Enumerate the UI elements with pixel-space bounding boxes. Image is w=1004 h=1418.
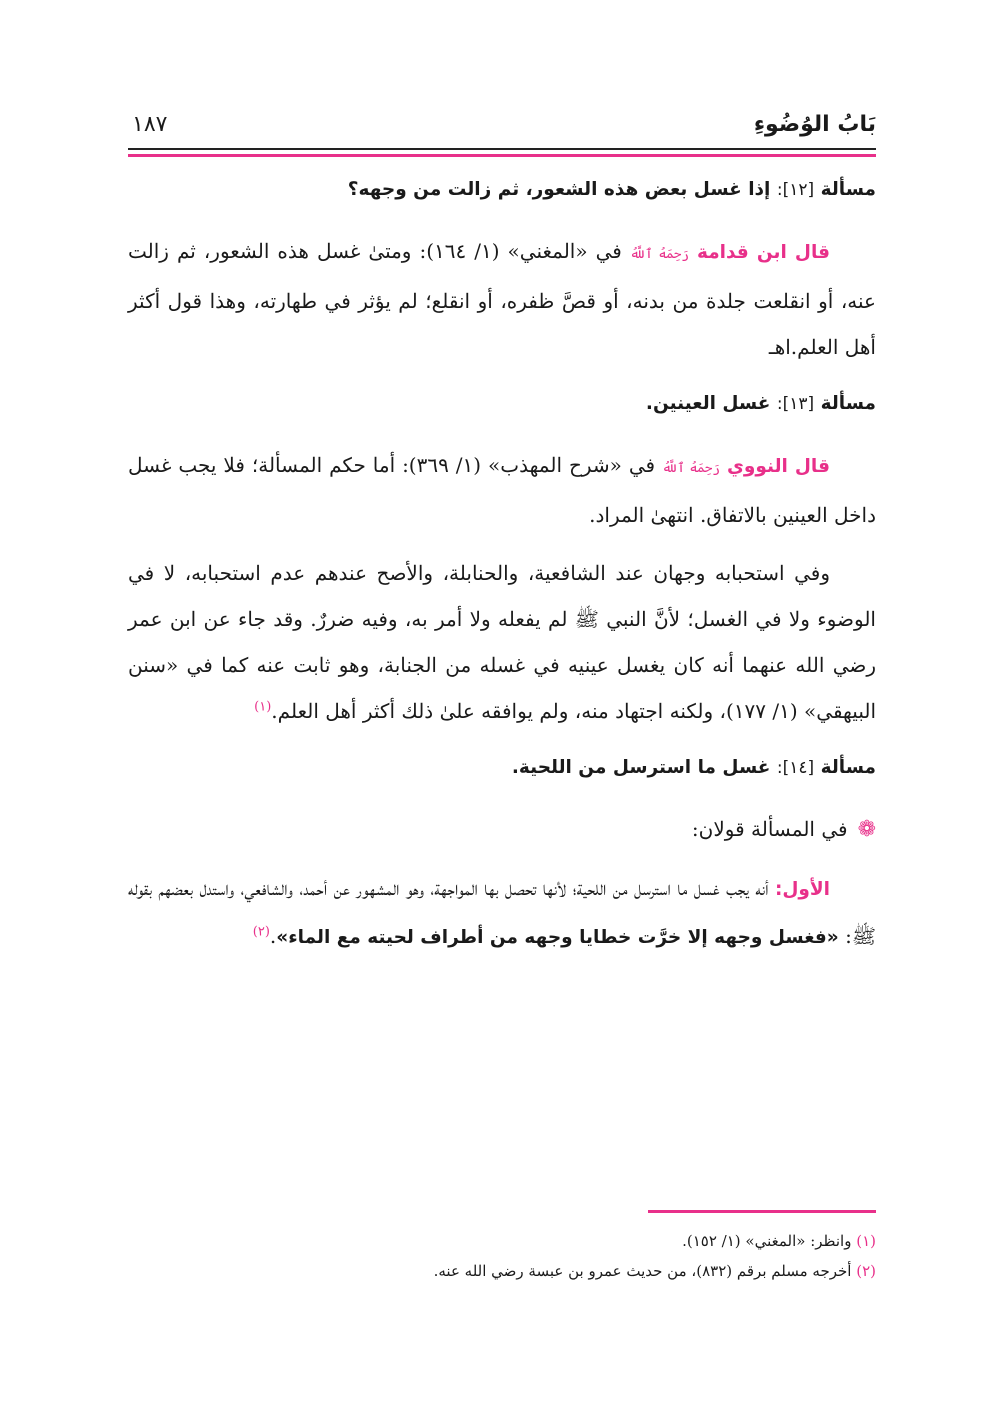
issue-title: غسل العينين.	[645, 393, 771, 414]
footnote-1	[128, 1226, 876, 1256]
footnote-ref-1[interactable]: (١)	[254, 699, 272, 715]
lead-label: الأول:	[774, 879, 831, 900]
speaker: قال ابن قدامة	[696, 242, 831, 263]
footnote-text: وانظر: «المغني» (١/ ١٥٢).	[682, 1232, 852, 1250]
footnote-2	[128, 1256, 876, 1286]
issue-heading-12	[128, 168, 876, 212]
issue-title: إذا غسل بعض هذه الشعور، ثم زالت من وجهه؟	[347, 179, 771, 200]
issue-number: [١٣]:	[776, 394, 815, 414]
paragraph-istihbab	[128, 550, 876, 734]
paragraph-text: أنه يجب غسل ما استرسل من اللحية؛ لأنها تحصل بها المواجهة، وهو المشهور عن أحمد، والشافعي، واستدل بعضهم بقوله ﷺ:	[128, 876, 876, 948]
footnote-number: (١)	[856, 1232, 876, 1250]
footnote-number: (٢)	[856, 1262, 876, 1280]
issue-title: غسل ما استرسل من اللحية.	[511, 757, 771, 778]
paragraph-text: في المسألة قولان:	[691, 817, 848, 841]
footnote-separator	[648, 1210, 876, 1213]
page-number: ١٨٧	[132, 112, 168, 137]
hadith-quote: «فغسل وجهه إلا خرَّت خطايا وجهه من أطراف لحيته مع الماء»	[276, 927, 839, 948]
running-header	[128, 108, 876, 148]
paragraph-text: في «المغني» (١/ ١٦٤): ومتىٰ غسل هذه الشعور، ثم زالت عنه، أو انقلعت جلدة من بدنه، أو قصَّ ظفره، أو انقلع؛ لم يؤثر في طهارته، وهذا قول أكثر أهل العلم.اهـ	[128, 239, 876, 359]
issue-number: [١٢]:	[776, 180, 815, 200]
header-rule-black	[128, 148, 876, 150]
issue-label: مسألة	[820, 393, 876, 414]
footnote-text: أخرجه مسلم برقم (٨٣٢)، من حديث عمرو بن عبسة رضي الله عنه.	[433, 1262, 852, 1280]
paragraph-text: وفي استحبابه وجهان عند الشافعية، والحنابلة، والأصح عندهم عدم استحبابه، لا في الوضوء ولا في الغسل؛ لأنَّ النبي ﷺ لم يفعله ولا أمر به، وفيه ضررٌ. وقد جاء عن ابن عمر رضي الله عنهما أنه كان يغسل عينيه في غسله من الجنابة، وهو ثابت عنه كما في «سنن البيهقي» (١/ ١٧٧)، ولكنه اجتهاد منه، ولم يوافقه علىٰ ذلك أكثر أهل العلم.	[128, 561, 876, 723]
speaker: قال النووي	[726, 456, 830, 477]
issue-heading-14	[128, 746, 876, 790]
footnote-ref-2[interactable]: (٢)	[252, 924, 270, 940]
flower-ornament-icon: ❁	[857, 817, 876, 842]
issue-heading-13	[128, 382, 876, 426]
issue-label: مسألة	[820, 757, 876, 778]
paragraph-text: في «شرح المهذب» (١/ ٣٦٩): أما حكم المسألة؛ فلا يجب غسل داخل العينين بالاتفاق. انتهىٰ المراد.	[128, 453, 876, 527]
paragraph-ibn-qudamah	[128, 228, 876, 370]
chapter-title: بَابُ الوُضُوءِ	[753, 112, 876, 137]
footnotes	[128, 1226, 876, 1286]
period: .	[269, 924, 277, 948]
honorific: رَحِمَهُ ٱللَّهُ	[662, 461, 721, 476]
issue-label: مسألة	[820, 179, 876, 200]
honorific: رَحِمَهُ ٱللَّهُ	[629, 247, 689, 262]
paragraph-two-opinions	[128, 806, 876, 853]
paragraph-nawawi	[128, 442, 876, 538]
paragraph-first-opinion	[128, 865, 876, 961]
main-text	[128, 168, 876, 973]
header-rule-pink	[128, 154, 876, 157]
issue-number: [١٤]:	[776, 758, 815, 778]
